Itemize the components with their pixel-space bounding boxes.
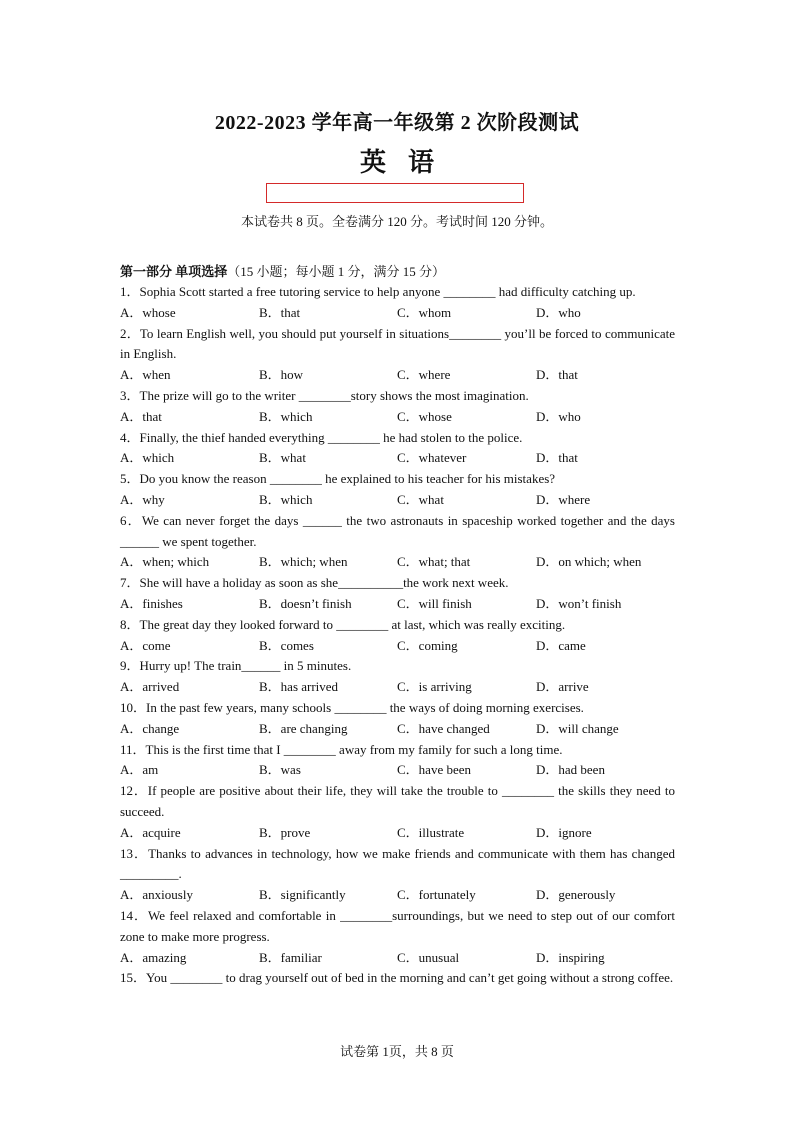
answer-option: A．acquire [120,824,181,840]
answer-option: A．arrived [120,679,180,695]
question-section [120,262,675,989]
option-row [120,365,675,386]
answer-option: A．why [120,491,165,507]
option-row [120,948,675,969]
answer-option: B．which [259,408,313,424]
answer-option: D．on which; when [536,554,642,570]
answer-option: C．have been [397,762,472,778]
question-stem: 5．Do you know the reason ________ he explained to his teacher for his mistakes? [120,471,556,487]
question-stem: 12．If people are positive about their life, they will take the trouble to ________ the skills they need to succeed. [120,783,675,819]
answer-option: C．will finish [397,595,472,611]
answer-option: A．whose [120,304,176,320]
answer-option: A．that [120,408,162,424]
answer-option: A．anxiously [120,887,193,903]
answer-option: B．prove [259,824,311,840]
answer-option: B．significantly [259,887,346,903]
option-row [120,303,675,324]
answer-option: C．have changed [397,720,490,736]
page-footer: 试卷第 1页，共 8 页 [340,1044,454,1059]
answer-option: C．what [397,491,444,507]
section-title: 第一部分 单项选择 [120,264,228,279]
question-stem: 7．She will have a holiday as soon as she__________the work next week. [120,575,509,591]
answer-option: A．am [120,762,159,778]
answer-option: D．had been [536,762,605,778]
option-row [120,490,675,511]
answer-option: A．when [120,367,171,383]
question-stem: 15．You ________ to drag yourself out of bed in the morning and can’t get going without a strong coffee. [120,970,674,986]
answer-option: C．is arriving [397,679,472,695]
answer-option: A．when; which [120,554,210,570]
option-row [120,719,675,740]
option-row [120,760,675,781]
question-stem: 13．Thanks to advances in technology, how we make friends and communicate with them has changed _________. [120,845,675,882]
question-stem: 14．We feel relaxed and comfortable in ________surroundings, but we need to step out of our comfort zone to make more progress. [120,907,675,944]
option-row [120,552,675,573]
answer-option: C．coming [397,637,458,653]
answer-option: B．which; when [259,554,348,570]
answer-option: B．was [259,762,301,778]
answer-option: D．ignore [536,824,592,840]
info-box [266,183,524,203]
answer-option: D．won’t finish [536,595,622,611]
option-row [120,823,675,844]
answer-option: D．who [536,408,581,424]
question-stem: 9．Hurry up! The train______ in 5 minutes. [120,658,352,674]
answer-option: B．how [259,367,304,383]
answer-option: C．whatever [397,450,467,466]
answer-option: B．has arrived [259,679,339,695]
answer-option: B．what [259,450,306,466]
answer-option: C．whom [397,304,452,320]
answer-option: C．illustrate [397,824,465,840]
answer-option: D．will change [536,720,619,736]
answer-option: D．who [536,304,581,320]
section-note: （15 小题；每小题 1 分，满分 15 分） [227,264,446,279]
exam-title: 2022-2023 学年高一年级第 2 次阶段测试 [214,112,580,134]
question-stem: 1．Sophia Scott started a free tutoring service to help anyone ________ had difficulty catching up. [120,284,636,299]
question-stem: 8．The great day they looked forward to ________ at last, which was really exciting. [120,616,566,632]
answer-option: B．comes [259,637,314,653]
answer-option: B．that [259,304,301,320]
answer-option: D．generously [536,887,616,903]
answer-option: A．amazing [120,949,187,965]
option-row [120,448,675,469]
answer-option: C．what; that [397,554,471,570]
question-stem: 3．The prize will go to the writer ________story shows the most imagination. [120,387,529,403]
answer-option: D．came [536,637,586,653]
answer-option: D．that [536,450,578,466]
option-row [120,594,675,615]
answer-option: A．which [120,450,175,466]
question-stem: 11．This is the first time that I ________ away from my family for such a long time. [120,741,563,757]
answer-option: C．where [397,367,451,383]
answer-option: B．doesn’t finish [259,595,352,611]
answer-option: C．whose [397,408,452,424]
question-stem: 4．Finally, the thief handed everything ________ he had stolen to the police. [120,429,523,445]
answer-option: A．come [120,637,171,653]
question-list [120,282,675,989]
answer-option: A．finishes [120,595,183,611]
option-row [120,407,675,428]
answer-option: C．fortunately [397,887,476,903]
exam-notice: 本试卷共 8 页。全卷满分 120 分。考试时间 120 分钟。 [240,214,553,229]
answer-option: D．arrive [536,679,589,695]
answer-option: D．where [536,491,591,507]
answer-option: B．familiar [259,949,322,965]
answer-option: D．that [536,367,578,383]
answer-option: A．change [120,720,180,736]
question-stem: 6．We can never forget the days ______ the two astronauts in spaceship worked together and the days ______ we spent together. [120,512,675,549]
question-stem: 2．To learn English well, you should put yourself in situations________ you’ll be forced to communicate in English. [120,325,675,362]
option-row [120,885,675,906]
option-row [120,677,675,698]
section-heading [120,262,675,282]
answer-option: B．are changing [259,720,348,736]
answer-option: D．inspiring [536,949,605,965]
subject-title: 英语 [359,148,456,177]
answer-option: B．which [259,491,313,507]
option-row [120,636,675,657]
answer-option: C．unusual [397,949,460,965]
question-stem: 10．In the past few years, many schools ________ the ways of doing morning exercises. [120,699,584,715]
